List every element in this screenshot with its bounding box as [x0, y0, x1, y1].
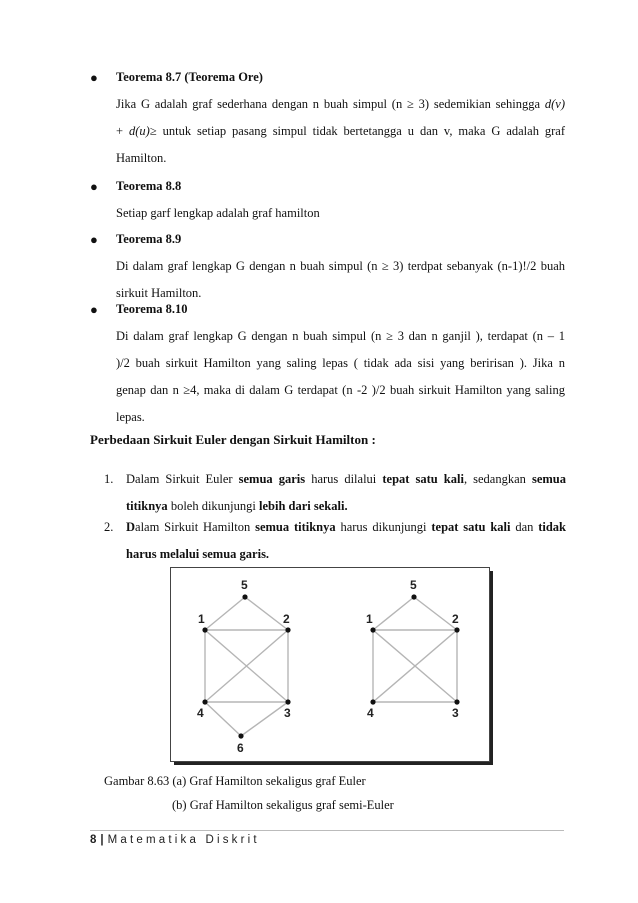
theorem-text-line: genap dan n ≥4, maka di dalam G terdapat (n -2 )/2 buah sirkuit Hamilton yang saling — [116, 383, 565, 397]
text-segment: boleh dikunjungi — [167, 499, 260, 513]
theorem-text-line: Hamilton. — [116, 151, 167, 165]
vertex-4 — [202, 699, 207, 704]
theorem-text-line — [116, 118, 565, 145]
text-segment: harus dikunjungi — [335, 520, 432, 534]
bold-term: lebih dari sekali. — [259, 499, 348, 513]
vertex-2 — [285, 627, 290, 632]
bold-term: titiknya — [126, 499, 168, 513]
bullet-icon: ● — [90, 232, 98, 247]
vertex-label: 5 — [241, 578, 248, 592]
text-segment: alam Sirkuit Hamilton — [135, 520, 256, 534]
page-number: 8 — [90, 834, 97, 846]
difference-item-1 — [104, 466, 566, 520]
theorem-text-line: Di dalam graf lengkap G dengan n buah simpul (n ≥ 3) terdpat sebanyak (n-1)!/2 buah — [116, 259, 565, 273]
vertex-1 — [370, 627, 375, 632]
vertex-3 — [454, 699, 459, 704]
vertex-3 — [285, 699, 290, 704]
vertex-label: 1 — [198, 612, 205, 626]
figure-caption-line-1: Gambar 8.63 (a) Graf Hamilton sekaligus graf Euler — [104, 774, 366, 788]
footer-separator: | — [100, 834, 104, 846]
vertex-6 — [238, 733, 243, 738]
bold-term: semua — [531, 472, 567, 486]
vertex-label: 4 — [197, 706, 204, 720]
figure-caption-line-2: (b) Graf Hamilton sekaligus graf semi-Euler — [172, 798, 394, 812]
vertex-1 — [202, 627, 207, 632]
theorem-text-line: )/2 buah sirkuit Hamilton yang saling lepas ( tidak ada sisi yang beririsan ). Jika n — [116, 356, 565, 370]
difference-item-2 — [104, 514, 566, 568]
vertex-5 — [242, 594, 247, 599]
edge-5-1 — [373, 597, 414, 630]
bold-term: tepat satu kali — [382, 472, 464, 486]
bullet-icon: ● — [90, 179, 98, 194]
text-segment: Jika G adalah graf sederhana dengan n buah simpul (n ≥ 3) sedemikian sehingga — [116, 97, 545, 111]
text-segment: ≥ untuk setiap pasang simpul tidak bertetangga u dan v, maka G adalah graf — [149, 124, 565, 138]
theorem-text-line: sirkuit Hamilton. — [116, 286, 202, 300]
bold-term: D — [126, 520, 136, 534]
graph-figure-svg — [171, 568, 489, 761]
theorem-8-8 — [90, 173, 565, 227]
vertex-label: 4 — [367, 706, 374, 720]
vertex-label: 1 — [366, 612, 373, 626]
graph-a — [205, 597, 288, 736]
list-text-line — [126, 514, 566, 541]
bold-term: semua titiknya — [255, 520, 336, 534]
theorem-title: Teorema 8.7 (Teorema Ore) — [116, 70, 263, 84]
graph-b — [373, 597, 457, 702]
text-segment: + — [116, 124, 129, 138]
theorem-title: Teorema 8.9 — [116, 232, 182, 246]
vertex-5 — [411, 594, 416, 599]
section-heading: Perbedaan Sirkuit Euler dengan Sirkuit Hamilton : — [90, 432, 376, 447]
list-number: 2. — [104, 520, 114, 534]
edge-5-2 — [245, 597, 288, 630]
theorem-8-9 — [90, 226, 565, 307]
bold-term: semua garis — [238, 472, 306, 486]
bullet-icon: ● — [90, 302, 98, 317]
list-number: 1. — [104, 472, 114, 486]
text-segment: dan — [510, 520, 539, 534]
italic-term: d(u) — [128, 124, 150, 138]
theorem-8-7 — [90, 64, 565, 172]
bold-term: tidak — [538, 520, 567, 534]
edge-5-2 — [414, 597, 457, 630]
graph-b-vertices — [370, 594, 459, 704]
vertex-label: 3 — [452, 706, 459, 720]
theorem-8-10 — [90, 296, 565, 431]
vertex-label: 2 — [283, 612, 290, 626]
vertex-4 — [370, 699, 375, 704]
theorem-title: Teorema 8.8 — [116, 179, 182, 193]
text-segment: Dalam Sirkuit Euler — [126, 472, 239, 486]
theorem-text-line — [116, 91, 565, 118]
vertex-label: 5 — [410, 578, 417, 592]
edge-5-1 — [205, 597, 245, 630]
page-footer — [90, 834, 260, 846]
edge-3-6 — [241, 702, 288, 736]
footer-divider — [90, 830, 564, 831]
list-text-line — [126, 466, 566, 493]
theorem-text-line: Setiap garf lengkap adalah graf hamilton — [116, 206, 320, 220]
theorem-text-line: lepas. — [116, 410, 145, 424]
theorem-text-line: Di dalam graf lengkap G dengan n buah simpul (n ≥ 3 dan n ganjil ), terdapat (n – 1 — [116, 329, 565, 343]
bold-term: tepat satu kali — [431, 520, 511, 534]
edge-4-6 — [205, 702, 241, 736]
bullet-icon: ● — [90, 70, 98, 85]
list-text-line — [126, 541, 566, 568]
running-title: Matematika Diskrit — [107, 834, 260, 846]
bold-term: harus melalui semua garis. — [126, 547, 270, 561]
text-segment: harus dilalui — [305, 472, 383, 486]
vertex-label: 6 — [237, 741, 244, 755]
italic-term: d(v) — [544, 97, 565, 111]
vertex-2 — [454, 627, 459, 632]
text-segment: , sedangkan — [463, 472, 532, 486]
vertex-label: 3 — [284, 706, 291, 720]
graph-figure — [170, 567, 490, 762]
theorem-title: Teorema 8.10 — [116, 302, 188, 316]
vertex-label: 2 — [452, 612, 459, 626]
